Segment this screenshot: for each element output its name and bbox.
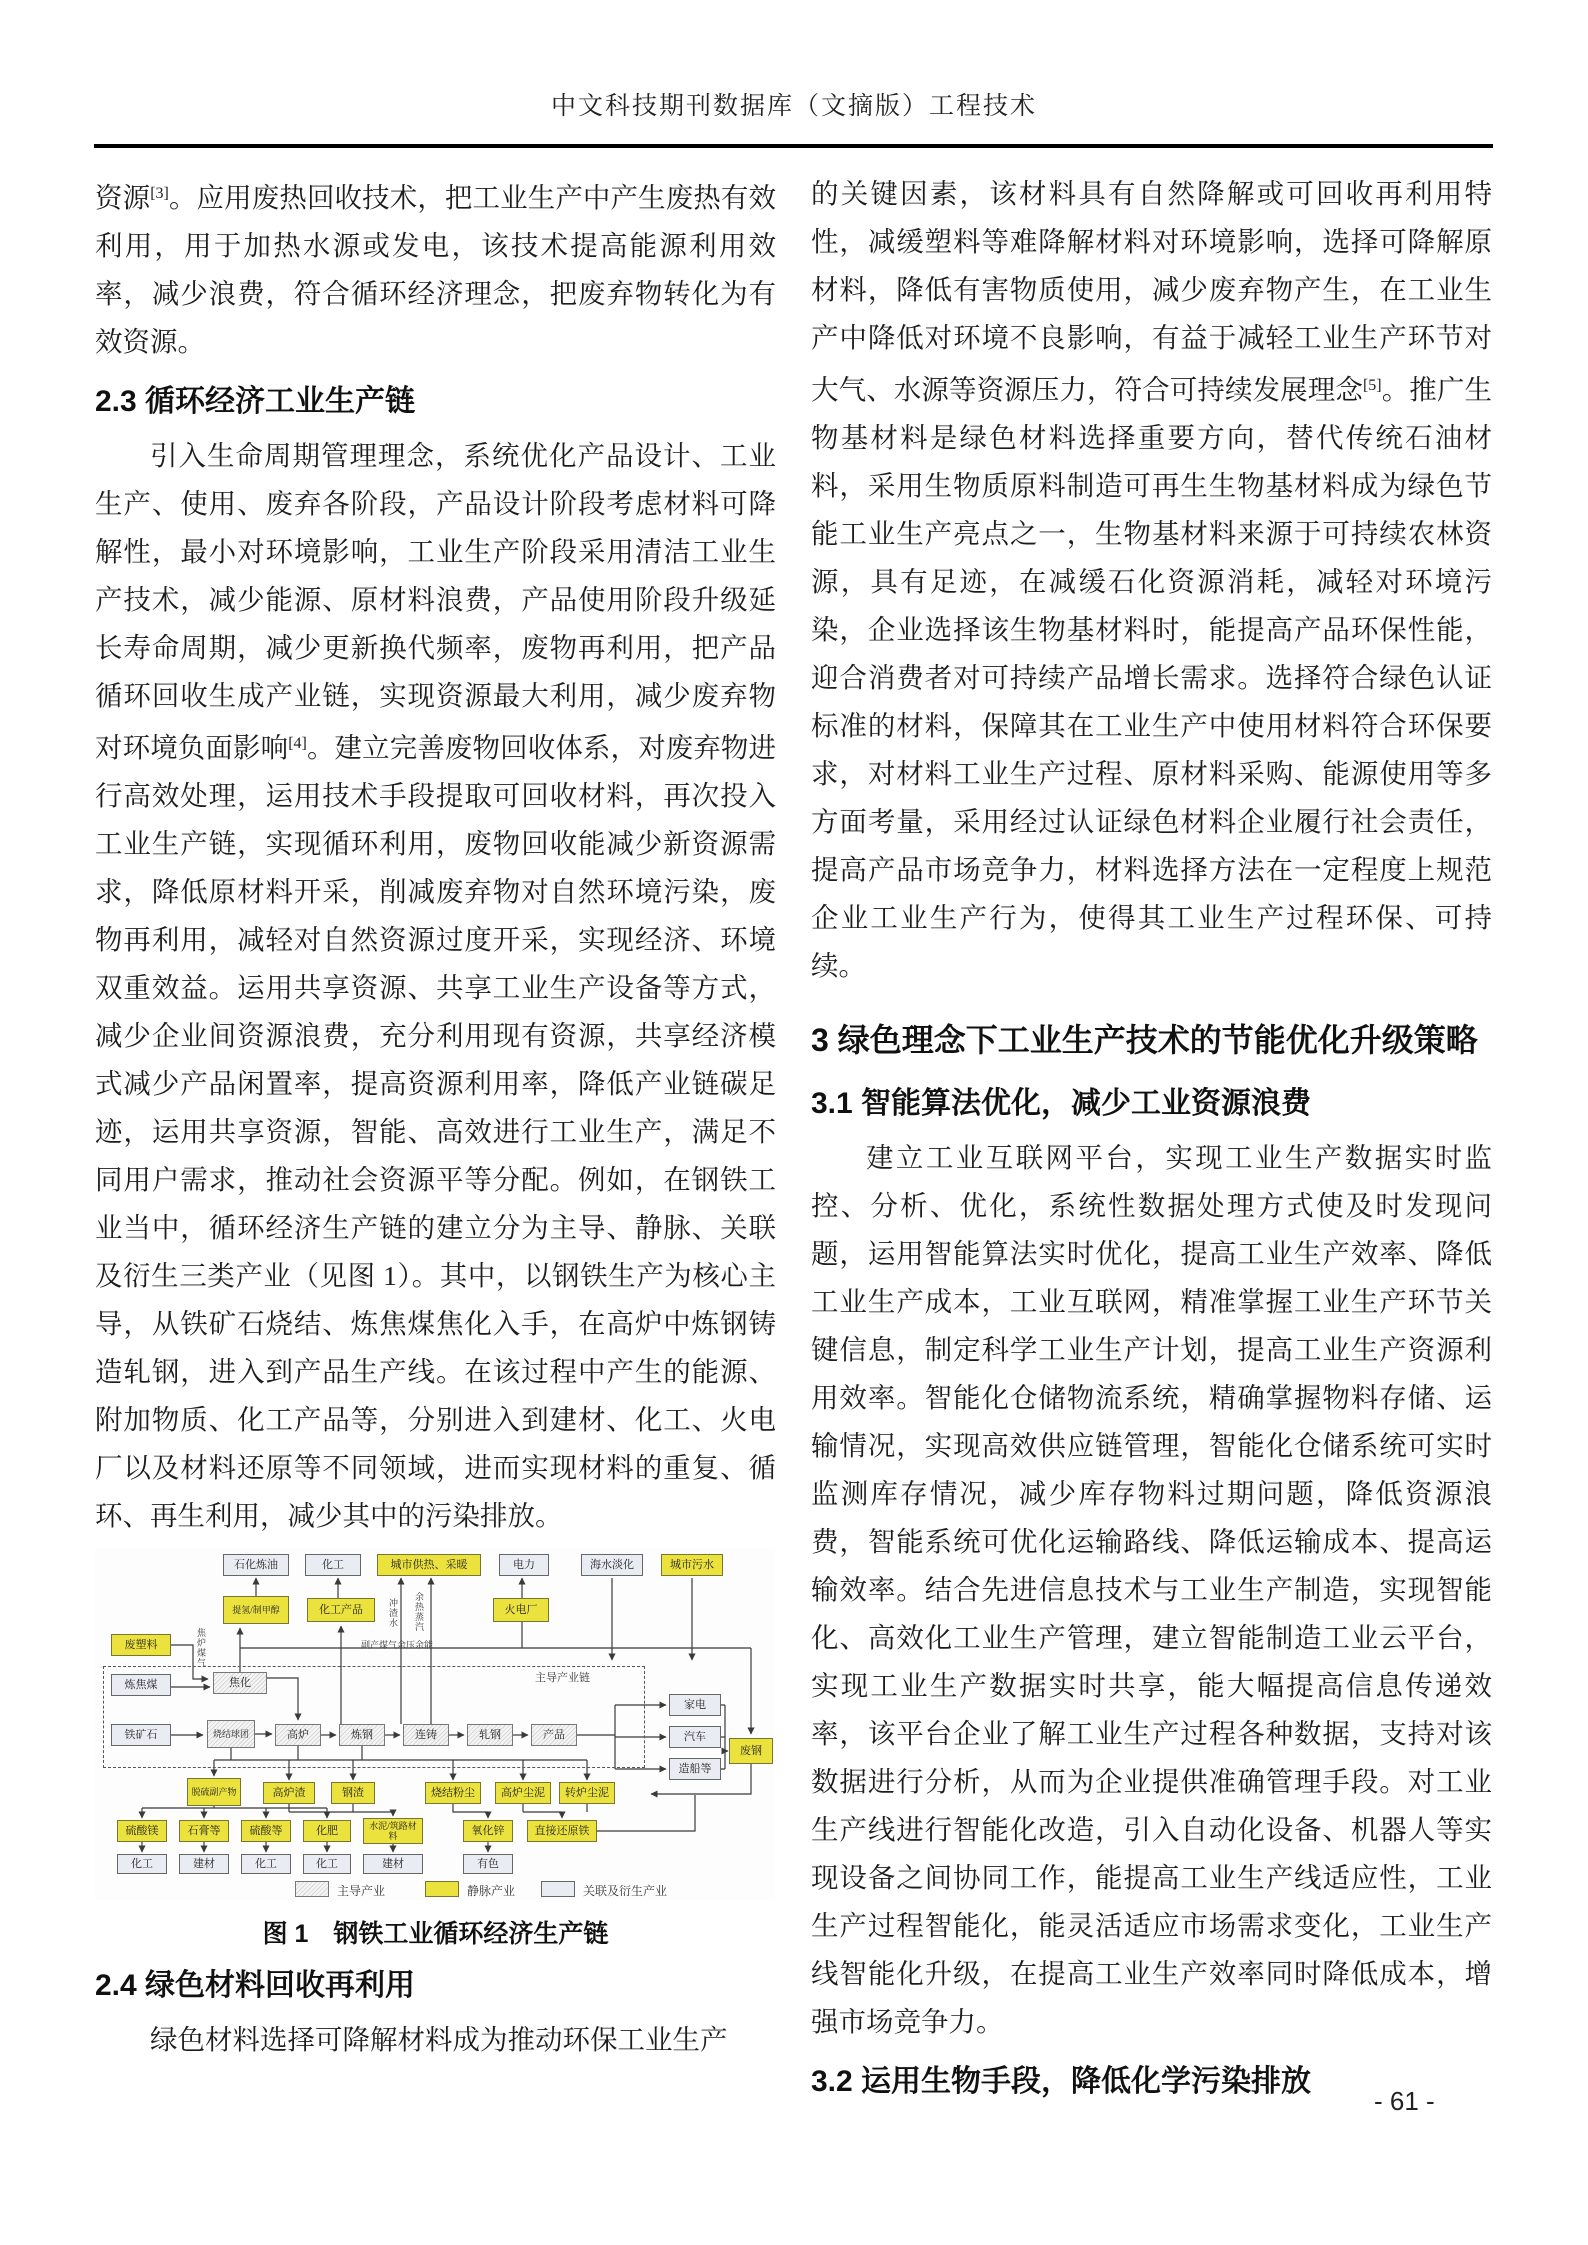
paragraph-2-3 xyxy=(95,432,776,1540)
fig-node-scrap-steel: 废钢 xyxy=(729,1738,773,1764)
fig-node-automobile: 汽车 xyxy=(669,1726,721,1748)
legend-swatch-main-industry xyxy=(295,1881,329,1897)
fig-node-sector-chemical-1: 化工 xyxy=(117,1854,167,1874)
fig-node-bf-dust-sludge: 高炉尘泥 xyxy=(495,1782,551,1804)
text-run: 。应用废热回收技术，把工业生产中产生废热有效利用，用于加热水源或发电，该技术提高能源利用效率，减少浪费，符合循环经济理念，把废弃物转化为有效资源。 xyxy=(95,182,777,357)
fig-node-thermal-plant: 火电厂 xyxy=(493,1598,549,1622)
figure-1-caption: 图 1 钢铁工业循环经济生产链 xyxy=(262,1920,609,1948)
fig-node-cement-road-material: 水泥/筑路材料 xyxy=(363,1818,423,1844)
fig-flow-waste-heat-steam: 余热蒸汽 xyxy=(414,1592,424,1632)
fig-node-coking-coal: 炼焦煤 xyxy=(111,1674,171,1696)
journal-header: 中文科技期刊数据库（文摘版）工程技术 xyxy=(550,93,1037,120)
fig-node-city-sewage: 城市污水 xyxy=(661,1554,723,1576)
heading-2-3: 2.3 循环经济工业生产链 xyxy=(95,385,416,418)
citation-ref-3: [3] xyxy=(150,185,169,202)
fig-node-chemical-industry: 化工 xyxy=(305,1554,361,1576)
legend-label-related-industry: 关联及衍生产业 xyxy=(583,1884,668,1898)
fig-node-sulfuric-acid: 硫酸等 xyxy=(241,1820,291,1842)
right-column xyxy=(811,170,1492,2112)
fig-node-coking: 焦化 xyxy=(213,1672,267,1694)
fig-node-steelmaking: 炼钢 xyxy=(339,1724,385,1746)
fig-node-sector-nonferrous: 有色 xyxy=(463,1854,513,1874)
fig-node-iron-ore: 铁矿石 xyxy=(111,1724,171,1746)
fig-node-steel-slag: 钢渣 xyxy=(331,1782,375,1804)
fig-node-sector-chemical-2: 化工 xyxy=(241,1854,291,1874)
fig-node-bf-slag: 高炉渣 xyxy=(263,1782,315,1804)
fig-node-blast-furnace: 高炉 xyxy=(275,1724,321,1746)
text-run: 引入生命周期管理理念，系统优化产品设计、工业生产、使用、废弃各阶段，产品设计阶段考虑材料可降解性，最小对环境影响，工业生产阶段采用清洁工业生产技术，减少能源、原材料浪费，产品使用阶段升级延长寿命周期，减少更新换代频率，废物再利用，把产品循环回收生成产业链，实现资源最大利用，减少废弃物对环境负面影响 xyxy=(95,440,776,763)
fig-node-city-heating: 城市供热、采暖 xyxy=(377,1554,481,1576)
fig-node-fertilizer: 化肥 xyxy=(303,1820,351,1842)
fig-node-direct-reduced-iron: 直接还原铁 xyxy=(527,1820,597,1842)
fig-node-zinc-oxide: 氧化锌 xyxy=(463,1820,513,1842)
figure-1-flowchart xyxy=(95,1548,775,1900)
text-run: 。建立完善废物回收体系，对废弃物进行高效处理，运用技术手段提取可回收材料，再次投入工业生产链，实现循环利用，废物回收能减少新资源需求，降低原材料开采，削减废弃物对自然环境污染，废物再利用，减轻对自然资源过度开采，实现经济、环境双重效益。运用共享资源、共享工业生产设备等方式，减少企业间资源浪费，充分利用现有资源，共享经济模式减少产品闲置率，提高资源利用率，降低产业链碳足迹，运用共享资源，智能、高效进行工业生产，满足不同用户需求，推动社会资源平等分配。例如，在钢铁工业当中，循环经济生产链的建立分为主导、静脉、关联及衍生三类产业（见图 1）。其中，以钢铁生产为核心主导，从铁矿石烧结、炼焦煤焦化入手，在高炉中炼钢铸造轧钢，进入到产品生产线。在该过程中产生的能源、附加物质、化工产品等，分别进入到建材、化工、火电厂以及材料还原等不同领域，进而实现材料的重复、循环、再生利用，减少其中的污染排放。 xyxy=(95,732,777,1531)
fig-node-chemical-products: 化工产品 xyxy=(307,1598,375,1622)
fig-node-home-appliances: 家电 xyxy=(669,1694,721,1716)
paragraph-2-4: 绿色材料选择可降解材料成为推动环保工业生产 xyxy=(150,2024,728,2055)
heading-3-2: 3.2 运用生物手段，降低化学污染排放 xyxy=(811,2065,1312,2098)
fig-flow-coke-oven-gas: 焦炉煤气 xyxy=(196,1628,206,1668)
fig-node-rolling: 轧钢 xyxy=(467,1724,513,1746)
heading-3: 3 绿色理念下工业生产技术的节能优化升级策略 xyxy=(811,1022,1478,1058)
fig-node-continuous-casting: 连铸 xyxy=(403,1724,449,1746)
fig-node-desalination: 海水淡化 xyxy=(581,1554,643,1576)
fig-node-waste-plastic: 废塑料 xyxy=(111,1634,171,1656)
header-divider xyxy=(94,144,1493,148)
paragraph-continuation xyxy=(95,170,776,366)
fig-node-sector-building-2: 建材 xyxy=(363,1854,423,1874)
fig-node-magnesium-sulfate: 硫酸镁 xyxy=(117,1820,167,1842)
fig-node-shipbuilding: 造船等 xyxy=(669,1758,721,1780)
citation-ref-4: [4] xyxy=(288,735,307,752)
fig-node-hydrogen-methanol: 提氢/制甲醇 xyxy=(223,1596,289,1624)
fig-node-desulfurization-byproduct: 脱硫副产物 xyxy=(187,1778,241,1806)
paragraph-3-1: 建立工业互联网平台，实现工业生产数据实时监控、分析、优化，系统性数据处理方式使及时发现问题，运用智能算法实时优化，提高工业生产效率、降低工业生产成本，工业互联网，精准掌握工业生产环节关键信息，制定科学工业生产计划，提高工业生产资源利用效率。智能化仓储物流系统，精确掌握物料存储、运输情况，实现高效供应链管理，智能化仓储系统可实时监测库存情况，减少库存物料过期问题，降低资源浪费，智能系统可优化运输路线、降低运输成本、提高运输效率。结合先进信息技术与工业生产制造，实现智能化、高效化工业生产管理，建立智能制造工业云平台，实现工业生产数据实时共享，能大幅提高信息传递效率，该平台企业了解工业生产过程各种数据，支持对该数据进行分析，从而为企业提供准确管理手段。对工业生产线进行智能化改造，引入自动化设备、机器人等实现设备之间协同工作，能提高工业生产线适应性，工业生产过程智能化，能灵活适应市场需求变化，工业生产线智能化升级，在提高工业生产效率同时降低成本，增强市场竞争力。 xyxy=(811,1142,1492,2037)
fig-node-bof-dust-sludge: 转炉尘泥 xyxy=(559,1782,615,1804)
fig-node-gypsum: 石膏等 xyxy=(179,1820,229,1842)
fig-flow-slag-water: 冲渣水 xyxy=(388,1598,398,1628)
fig-label-main-chain: 主导产业链 xyxy=(535,1672,590,1684)
legend-label-vein-industry: 静脉产业 xyxy=(467,1884,516,1898)
fig-node-products: 产品 xyxy=(531,1724,577,1746)
fig-node-sector-building-1: 建材 xyxy=(179,1854,229,1874)
citation-ref-5: [5] xyxy=(1362,377,1382,394)
fig-node-petrochemical: 石化炼油 xyxy=(223,1554,289,1576)
paragraph-continuation-right xyxy=(811,170,1492,990)
legend-swatch-vein-industry xyxy=(425,1881,459,1897)
text-run: 资源 xyxy=(95,182,151,213)
heading-2-4: 2.4 绿色材料回收再利用 xyxy=(95,1969,416,2002)
page-number: - 61 - xyxy=(1374,2086,1435,2116)
fig-node-sector-chemical-3: 化工 xyxy=(303,1854,351,1874)
legend-swatch-related-industry xyxy=(541,1881,575,1897)
fig-node-sinter-dust: 烧结粉尘 xyxy=(425,1782,481,1804)
text-run: 的关键因素，该材料具有自然降解或可回收再利用特性，减缓塑料等难降解材料对环境影响，选择可降解原材料，降低有害物质使用，减少废弃物产生，在工业生产中降低对环境不良影响，有益于减轻工业生产环节对大气、水源等资源压力，符合可持续发展理念 xyxy=(811,178,1492,405)
fig-flow-byproduct-gas: 副产煤气余压余能 xyxy=(361,1640,434,1650)
heading-3-1: 3.1 智能算法优化，减少工业资源浪费 xyxy=(811,1087,1312,1120)
fig-node-electric-power: 电力 xyxy=(499,1554,549,1576)
left-column xyxy=(95,170,776,2064)
legend-label-main-industry: 主导产业 xyxy=(337,1884,386,1898)
text-run: 。推广生物基材料是绿色材料选择重要方向，替代传统石油材料，采用生物质原料制造可再生生物基材料成为绿色节能工业生产亮点之一，生物基材料来源于可持续农林资源，具有足迹，在减缓石化资源消耗，减轻对环境污染，企业选择该生物基材料时，能提高产品环保性能，迎合消费者对可持续产品增长需求。选择符合绿色认证标准的材料，保障其在工业生产中使用材料符合环保要求，对材料工业生产过程、原材料采购、能源使用等多方面考量，采用经过认证绿色材料企业履行社会责任，提高产品市场竞争力，材料选择方法在一定程度上规范企业工业生产行为，使得其工业生产过程环保、可持续。 xyxy=(811,374,1492,981)
fig-node-sintering-pellet: 烧结球团 xyxy=(207,1720,255,1748)
